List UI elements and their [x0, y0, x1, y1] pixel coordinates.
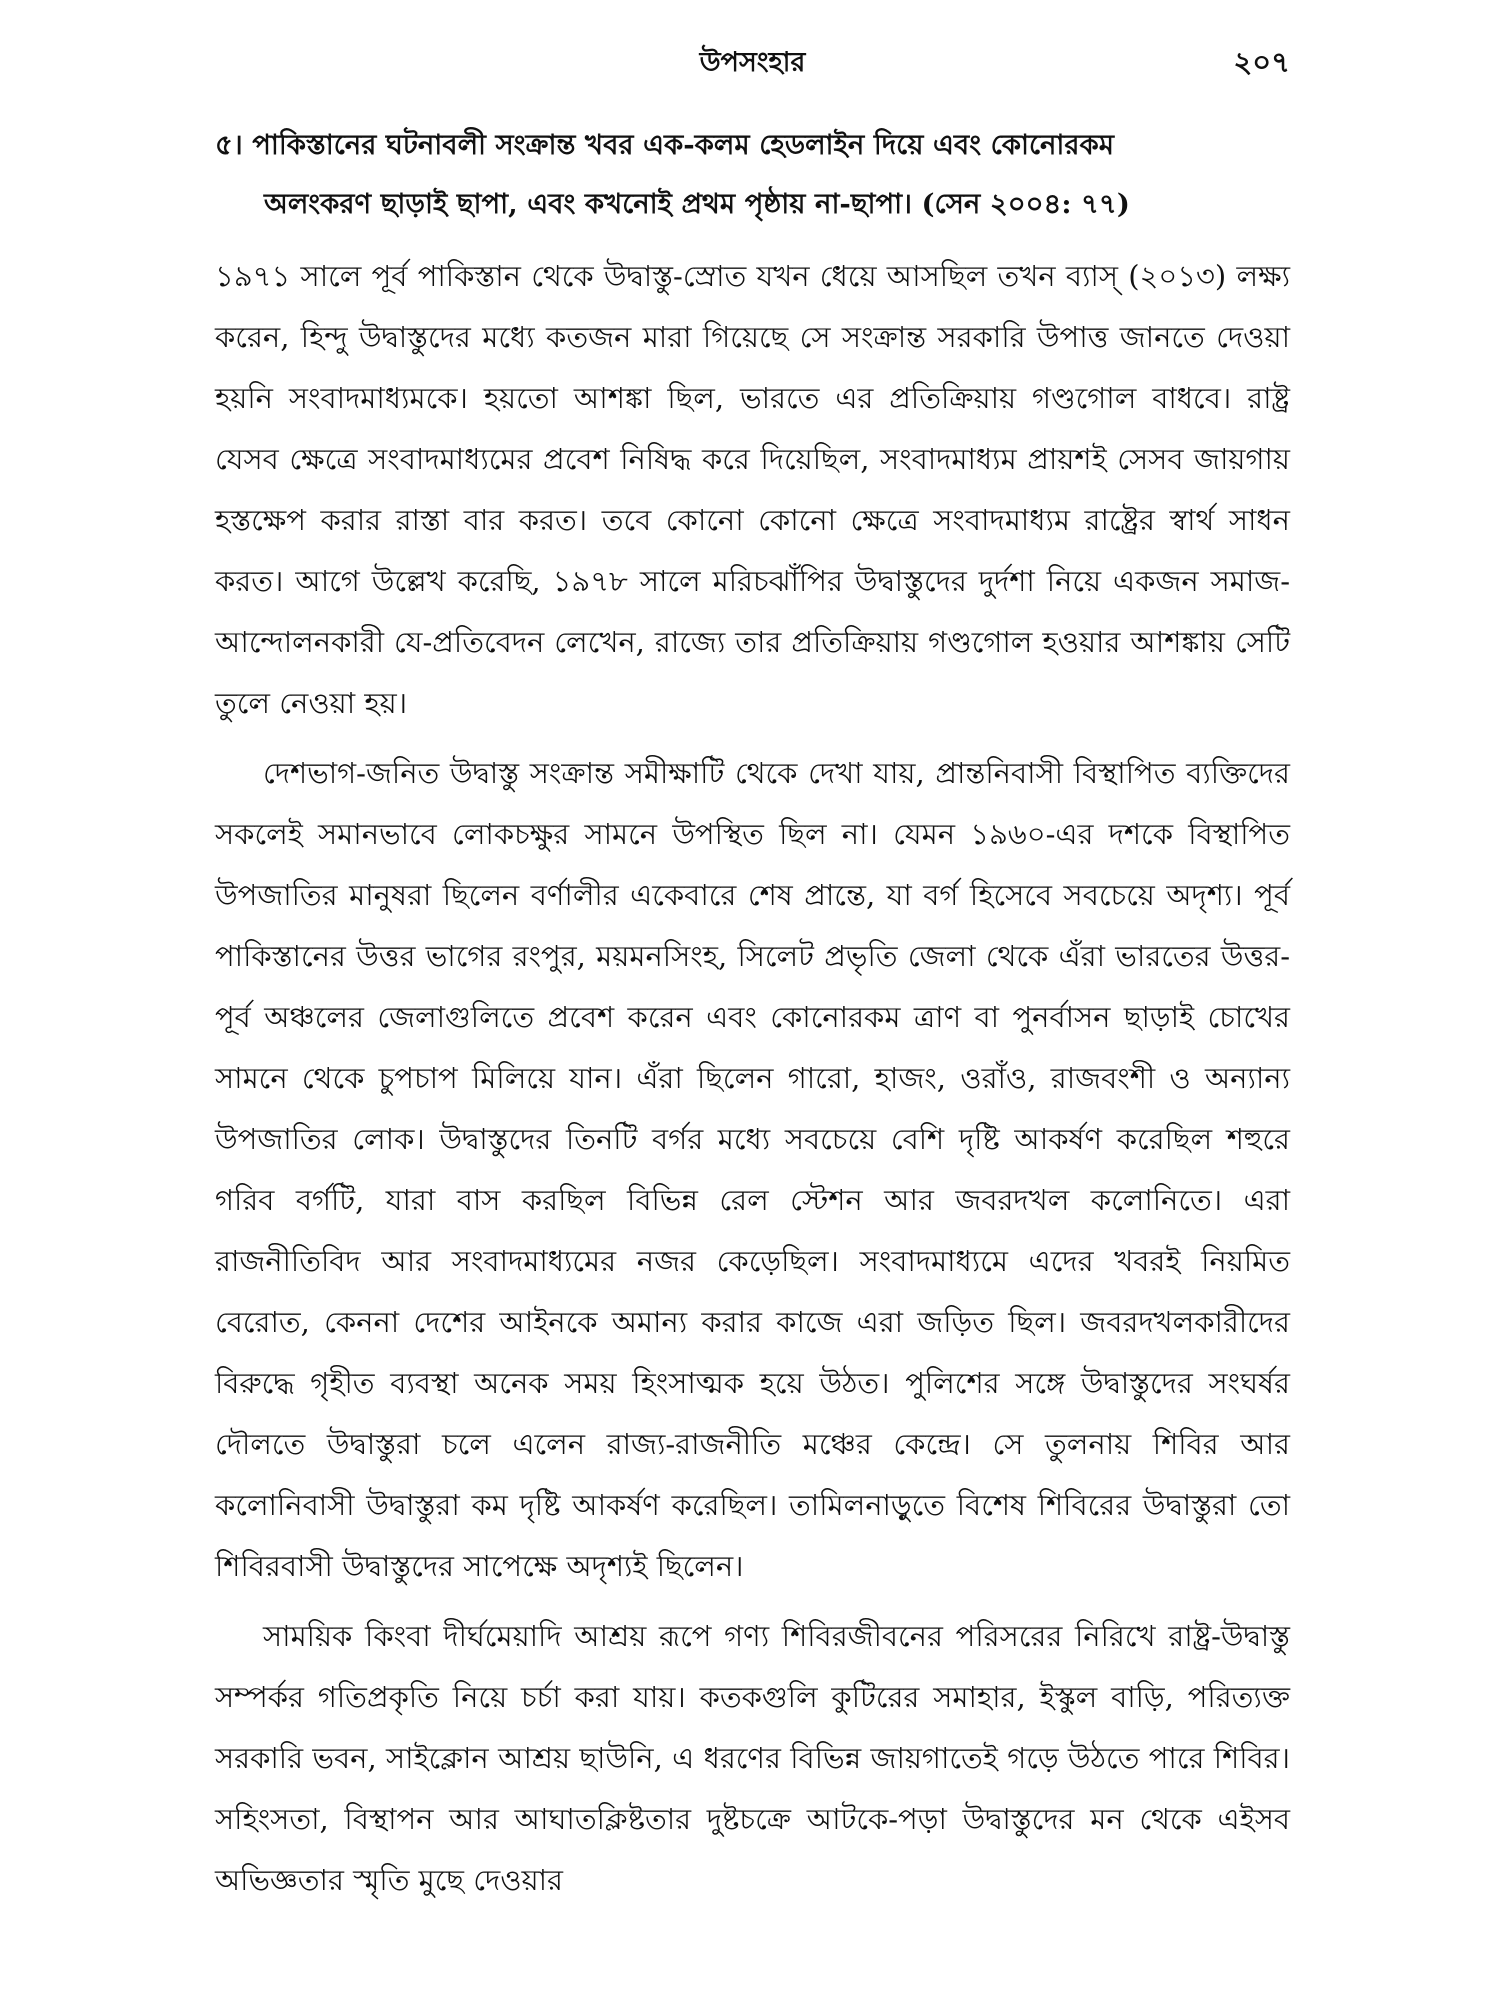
quote-line: ৫। পাকিস্তানের ঘটনাবলী সংক্রান্ত খবর এক-কলম হেডলাইন দিয়ে এবং কোনোরকম	[215, 129, 1115, 161]
quote-line: অলংকরণ ছাড়াই ছাপা, এবং কখনোই প্রথম পৃষ্ঠায় না-ছাপা। (সেন ২০০৪: ৭৭)	[264, 188, 1130, 220]
paragraph: দেশভাগ-জনিত উদ্বাস্তু সংক্রান্ত সমীক্ষাটি থেকে দেখা যায়, প্রান্তনিবাসী বিস্থাপিত ব্যক্তিদের সকলেই সমানভাবে লোকচক্ষুর সামনে উপস্থিত ছিল না। যেমন ১৯৬০-এর দশকে বিস্থাপিত উপজাতির মানুষরা ছিলেন বর্ণালীর একেবারে শেষ প্রান্তে, যা বর্গ হিসেবে সবচেয়ে অদৃশ্য। পূর্ব পাকিস্তানের উত্তর ভাগের রংপুর, ময়মনসিংহ, সিলেট প্রভৃতি জেলা থেকে এঁরা ভারতের উত্তর-পূর্ব অঞ্চলের জেলাগুলিতে প্রবেশ করেন এবং কোনোরকম ত্রাণ বা পুনর্বাসন ছাড়াই চোখের সামনে থেকে চুপচাপ মিলিয়ে যান। এঁরা ছিলেন গারো, হাজং, ওরাঁও, রাজবংশী ও অন্যান্য উপজাতির লোক। উদ্বাস্তুদের তিনটি বর্গর মধ্যে সবচেয়ে বেশি দৃষ্টি আকর্ষণ করেছিল শহুরে গরিব বর্গটি, যারা বাস করছিল বিভিন্ন রেল স্টেশন আর জবরদখল কলোনিতে। এরা রাজনীতিবিদ আর সংবাদমাধ্যমের নজর কেড়েছিল। সংবাদমাধ্যমে এদের খবরই নিয়মিত বেরোত, কেননা দেশের আইনকে অমান্য করার কাজে এরা জড়িত ছিল। জবরদখলকারীদের বিরুদ্ধে গৃহীত ব্যবস্থা অনেক সময় হিংসাত্মক হয়ে উঠত। পুলিশের সঙ্গে উদ্বাস্তুদের সংঘর্ষর দৌলতে উদ্বাস্তুরা চলে এলেন রাজ্য-রাজনীতি মঞ্চের কেন্দ্রে। সে তুলনায় শিবির আর কলোনিবাসী উদ্বাস্তুরা কম দৃষ্টি আকর্ষণ করেছিল। তামিলনাড়ুতে বিশেষ শিবিরের উদ্বাস্তুরা তো শিবিরবাসী উদ্বাস্তুদের সাপেক্ষে অদৃশ্যই ছিলেন।	[215, 756, 1290, 1583]
book-page	[215, 30, 1290, 1980]
page-number: ২০৭	[1233, 45, 1290, 79]
running-title: উপসংহার	[699, 47, 806, 78]
body-text	[215, 246, 1290, 1911]
paragraph: সাময়িক কিংবা দীর্ঘমেয়াদি আশ্রয় রূপে গণ্য শিবিরজীবনের পরিসরের নিরিখে রাষ্ট্র-উদ্বাস্তু সম্পর্কর গতিপ্রকৃতি নিয়ে চর্চা করা যায়। কতকগুলি কুটিরের সমাহার, ইস্কুল বাড়ি, পরিত্যক্ত সরকারি ভবন, সাইক্লোন আশ্রয় ছাউনি, এ ধরণের বিভিন্ন জায়গাতেই গড়ে উঠতে পারে শিবির। সহিংসতা, বিস্থাপন আর আঘাতক্লিষ্টতার দুষ্টচক্রে আটকে-পড়া উদ্বাস্তুদের মন থেকে এইসব অভিজ্ঞতার স্মৃতি মুছে দেওয়ার	[215, 1619, 1290, 1897]
running-head	[215, 30, 1290, 90]
paragraph: ১৯৭১ সালে পূর্ব পাকিস্তান থেকে উদ্বাস্তু-স্রোত যখন ধেয়ে আসছিল তখন ব্যাস্ (২০১৩) লক্ষ্য করেন, হিন্দু উদ্বাস্তুদের মধ্যে কতজন মারা গিয়েছে সে সংক্রান্ত সরকারি উপাত্ত জানতে দেওয়া হয়নি সংবাদমাধ্যমকে। হয়তো আশঙ্কা ছিল, ভারতে এর প্রতিক্রিয়ায় গণ্ডগোল বাধবে। রাষ্ট্র যেসব ক্ষেত্রে সংবাদমাধ্যমের প্রবেশ নিষিদ্ধ করে দিয়েছিল, সংবাদমাধ্যম প্রায়শই সেসব জায়গায় হস্তক্ষেপ করার রাস্তা বার করত। তবে কোনো কোনো ক্ষেত্রে সংবাদমাধ্যম রাষ্ট্রের স্বার্থ সাধন করত। আগে উল্লেখ করেছি, ১৯৭৮ সালে মরিচঝাঁপির উদ্বাস্তুদের দুর্দশা নিয়ে একজন সমাজ-আন্দোলনকারী যে-প্রতিবেদন লেখেন, রাজ্যে তার প্রতিক্রিয়ায় গণ্ডগোল হওয়ার আশঙ্কায় সেটি তুলে নেওয়া হয়।	[215, 259, 1290, 720]
block-quote	[215, 116, 1290, 234]
